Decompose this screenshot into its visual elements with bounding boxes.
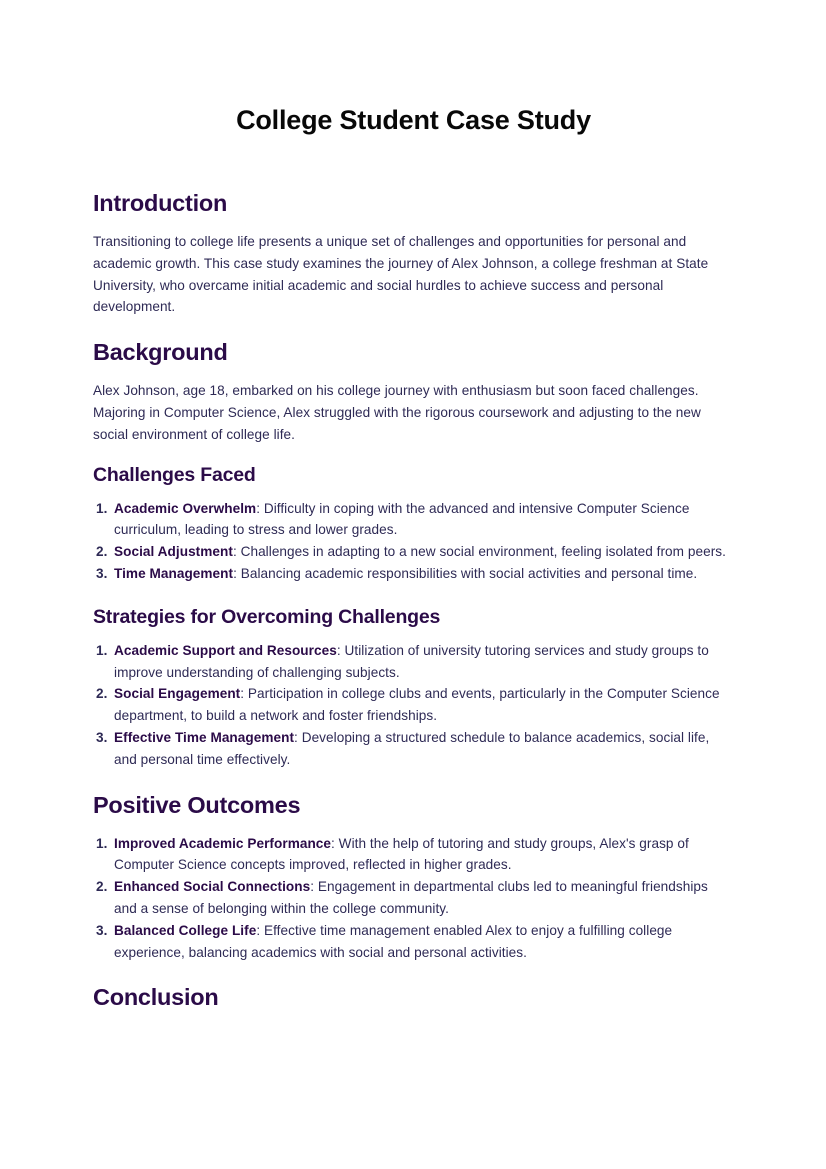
list-item-lead: Effective Time Management <box>114 729 295 745</box>
document-content <box>93 0 734 1011</box>
list-item-lead: Social Adjustment <box>114 544 233 560</box>
list-item-text: : Difficulty in coping with the advanced and intensive Computer Science curriculum, leading to stress and lower grades. <box>114 500 690 538</box>
section-paragraph-introduction: Transitioning to college life presents a unique set of challenges and opportunities for personal and academic growth. This case study examines the journey of Alex Johnson, a college freshman at State University, who overcame initial academic and social hurdles to achieve success and personal development. <box>93 234 709 315</box>
list-item <box>93 683 734 727</box>
section-paragraph-background: Alex Johnson, age 18, embarked on his college journey with enthusiasm but soon faced challenges. Majoring in Computer Science, Alex struggled with the rigorous coursework and adjusting to the new social environment of college life. <box>93 383 701 442</box>
list-item-lead: Time Management <box>114 565 234 581</box>
list-item <box>93 920 734 964</box>
list-item-text: : With the help of tutoring and study groups, Alex's grasp of Computer Science concepts improved, reflected in higher grades. <box>114 835 689 873</box>
list-item-lead: Social Engagement <box>114 686 241 702</box>
list-item-text: : Challenges in adapting to a new social environment, feeling isolated from peers. <box>232 544 726 560</box>
section-heading-conclusion: Conclusion <box>93 984 219 1011</box>
section-heading-challenges-faced: Challenges Faced <box>93 463 256 486</box>
list-item-text: : Utilization of university tutoring services and study groups to improve understanding of challenging subjects. <box>114 642 709 680</box>
list-item-text: : Balancing academic responsibilities with social activities and personal time. <box>233 565 698 581</box>
list-item <box>93 727 734 771</box>
list-item-text: : Participation in college clubs and events, particularly in the Computer Science department, to build a network and foster friendships. <box>114 686 720 724</box>
list-item-lead: Enhanced Social Connections <box>114 879 311 895</box>
list-item <box>93 640 734 684</box>
list-item-text: : Engagement in departmental clubs led to meaningful friendships and a sense of belonging within the college community. <box>114 879 708 916</box>
list-item-lead: Academic Support and Resources <box>114 642 337 658</box>
section-heading-strategies: Strategies for Overcoming Challenges <box>93 605 441 628</box>
list-item-lead: Balanced College Life <box>114 922 257 938</box>
list-item <box>93 541 734 563</box>
section-heading-background: Background <box>93 339 228 366</box>
list-challenges-faced <box>93 498 734 585</box>
list-item-lead: Academic Overwhelm <box>114 500 257 516</box>
section-heading-positive-outcomes: Positive Outcomes <box>93 791 301 818</box>
list-item <box>93 876 734 920</box>
section-heading-introduction: Introduction <box>93 190 228 216</box>
list-item <box>93 563 734 585</box>
page-title: College Student Case Study <box>236 105 591 135</box>
list-item <box>93 833 734 877</box>
list-strategies <box>93 640 734 771</box>
list-item-lead: Improved Academic Performance <box>114 835 332 851</box>
list-item-text: : Effective time management enabled Alex to enjoy a fulfilling college experience, balancing academics with social and personal activities. <box>114 922 673 960</box>
list-item <box>93 498 734 542</box>
list-positive-outcomes <box>93 833 734 964</box>
list-item-text: : Developing a structured schedule to balance academics, social life, and personal time effectively. <box>114 729 710 767</box>
